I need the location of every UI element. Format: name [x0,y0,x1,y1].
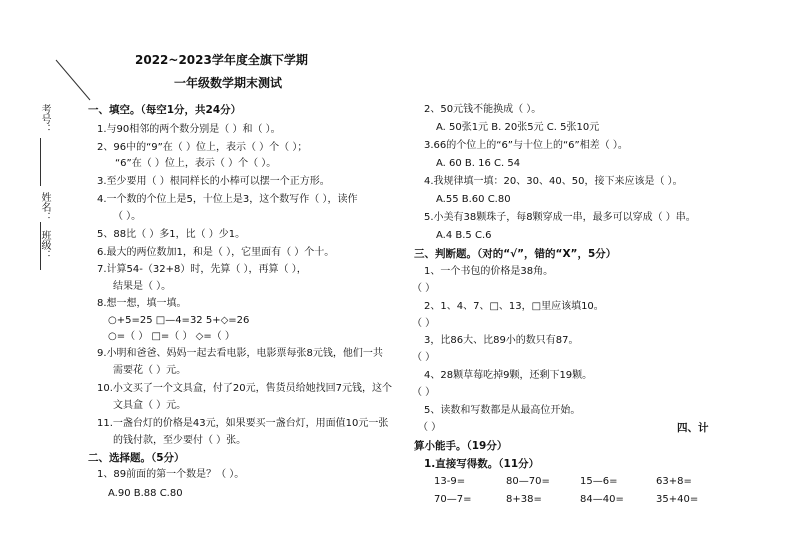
left-line: 2、96中的“9”在（ ）位上，表示（ ）个（ ）； [97,142,308,153]
left-line: 的钱付款，至少要付（ ）张。 [113,435,247,446]
page-subtitle: 一年级数学期末测试 [174,76,283,90]
right-line: （ ） [412,352,436,363]
right-heading: 三、判断题。（对的“√”，错的“X”，5分） [414,248,617,260]
right-line: A. 50张1元 B. 20张5元 C. 5张10元 [436,122,600,133]
right-line: 63+8= [656,476,692,487]
right-heading: 1.直接写得数。（11分） [424,458,540,470]
left-heading: 二、选择题。（5分） [88,452,185,464]
left-line: 6.最大的两位数加1，和是（ ），它里面有（ ）个十。 [97,247,335,258]
right-line: 80—70= [506,476,550,487]
left-line: 8.想一想，填一填。 [97,298,187,309]
right-line: 2、1、4、7、□、13，□里应该填10。 [424,301,604,312]
left-line: 1、89前面的第一个数是？（ ）。 [97,469,245,480]
right-line: 15—6= [580,476,618,487]
right-line: 35+40= [656,494,699,505]
right-heading: 算小能手。（19分） [414,440,508,452]
right-line: 3.66的个位上的“6”与十位上的“6”相差（ ）。 [424,140,628,151]
side-label-banji: 班级： [39,230,50,260]
left-line: ○=（ ） □=（ ） ◇=（ ） [108,331,235,342]
left-line: 10.小文买了一个文具盒，付了20元，售货员给她找回7元钱，这个 [97,383,392,394]
right-line: （ ） [418,422,442,433]
right-heading: 四、计 [677,422,709,434]
left-heading: 一、填空。（每空1分，共24分） [88,104,242,116]
right-line: 5.小美有38颗珠子，每8颗穿成一串，最多可以穿成（ ）串。 [424,212,696,223]
left-line: 结果是（ ）。 [113,281,172,292]
page-title: 2022~2023学年度全旗下学期 [135,53,308,67]
right-line: A.4 B.5 C.6 [436,230,492,241]
right-line: A. 60 B. 16 C. 54 [436,158,521,169]
right-line: A.55 B.60 C.80 [436,194,511,205]
left-line: 需要花（ ）元。 [113,365,187,376]
side-label-kaohao: 考号： [39,104,50,134]
left-line: 7.计算54-（32+8）时，先算（ ），再算（ ）， [97,264,307,275]
left-line: （ ）。 [113,211,142,222]
left-line: “6”在（ ）位上，表示（ ）个（ ）。 [115,158,277,169]
left-line: 9.小明和爸爸、妈妈一起去看电影，电影票每张8元钱，他们一共 [97,348,383,359]
right-line: 4.我规律填一填：20、30、40、50，接下来应该是（ ）。 [424,176,683,187]
right-line: 13-9= [434,476,466,487]
left-line: ○+5=25 □—4=32 5+◇=26 [108,315,250,326]
right-line: 2、50元钱不能换成（ ）。 [424,104,542,115]
left-line: 4.一个数的个位上是5，十位上是3，这个数写作（ ），读作 [97,194,358,205]
side-label-xingming: 姓名： [39,192,50,222]
right-line: （ ） [412,387,436,398]
left-line: 5、88比（ ）多1，比（ ）少1。 [97,229,246,240]
right-line: 70—7= [434,494,472,505]
right-line: 5、读数和写数都是从最高位开始。 [424,405,581,416]
left-line: 11.一盏台灯的价格是43元，如果要买一盏台灯，用面值10元一张 [97,418,389,429]
left-line: A.90 B.88 C.80 [108,488,183,499]
left-line: 1.与90相邻的两个数分别是（ ）和（ ）。 [97,124,281,135]
right-line: （ ） [412,283,436,294]
left-line: 3.至少要用（ ）根同样长的小棒可以摆一个正方形。 [97,176,330,187]
right-line: 84—40= [580,494,624,505]
left-line: 文具盒（ ）元。 [113,400,187,411]
right-line: 1、一个书包的价格是38角。 [424,266,554,277]
right-line: （ ） [412,318,436,329]
right-line: 4、28颗草莓吃掉9颗，还剩下19颗。 [424,370,593,381]
right-line: 8+38= [506,494,542,505]
side-blank-kaohao [40,138,41,186]
right-line: 3，比86大、比89小的数只有87。 [424,335,579,346]
